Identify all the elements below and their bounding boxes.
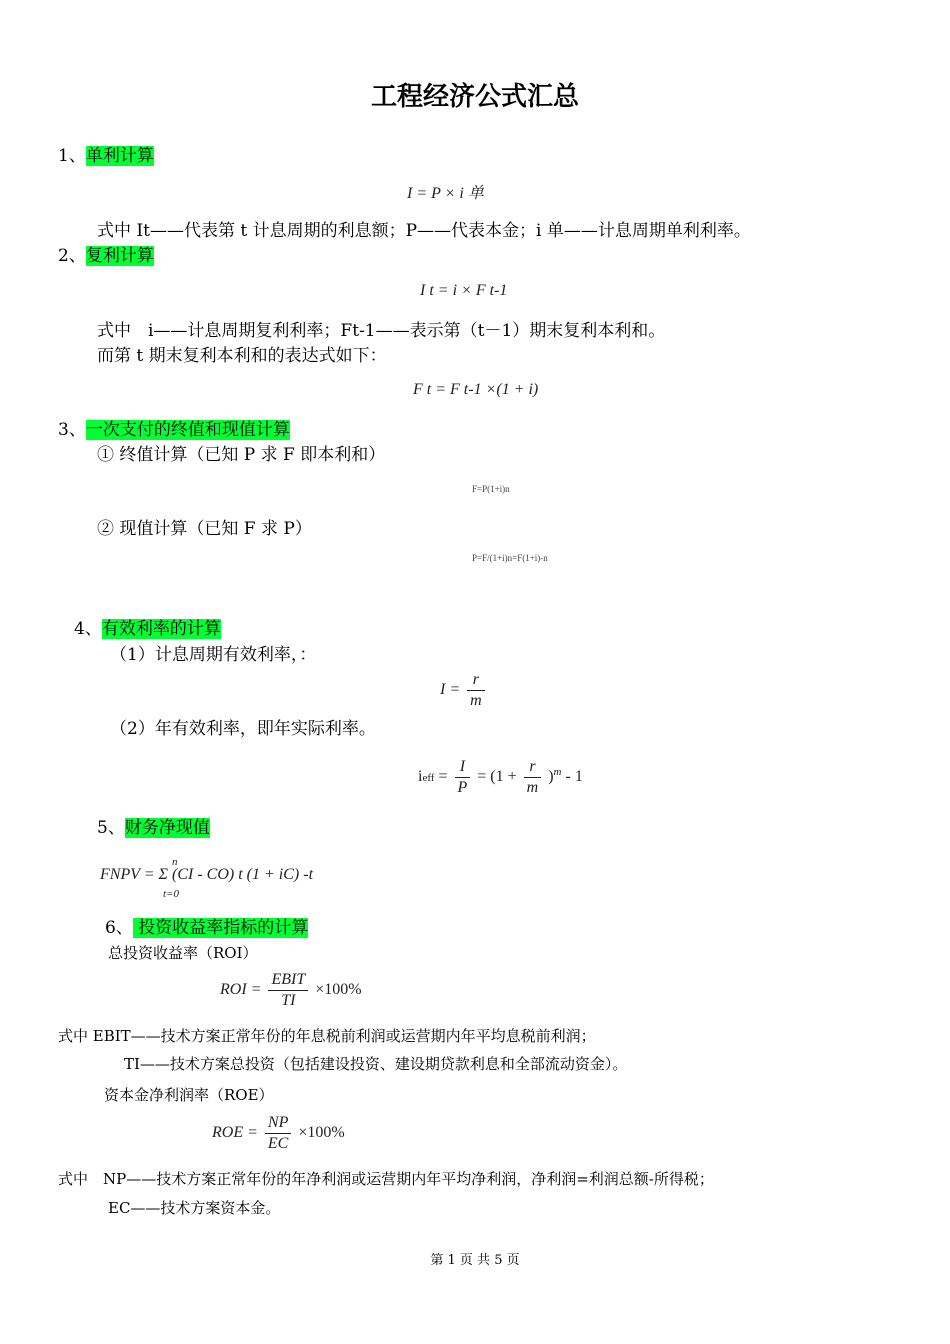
section-3-heading: 3、一次支付的终值和现值计算 [58, 420, 290, 440]
formula-fnpv-sum-top: n [172, 856, 178, 868]
formula-simple-interest: I = P × i 单 [407, 185, 484, 202]
formula-annual-effective-rate: ieff = $\frac{I}{P}$ = (1 + $\frac{r}{m}$ )$^m$ - 1 [418, 758, 583, 796]
roi-description-2: TI——技术方案总投资（包括建设投资、建设期贷款利息和全部流动资金）。 [124, 1055, 628, 1073]
roi-label: 总投资收益率（ROI） [108, 944, 258, 962]
formula-present-value: P=F/(1+i)n=F(1+i)-n [472, 553, 548, 563]
section-4-title: 有效利率的计算 [101, 619, 221, 639]
section-2-description-1: 式中 i——计息周期复利利率；Ft-1——表示第（t－1）期末复利本利和。 [97, 321, 666, 341]
formula-fnpv-sum-bottom: t=0 [163, 888, 179, 900]
page-title: 工程经济公式汇总 [370, 82, 579, 112]
section-4-sub-1: （1）计息周期有效利率，： [110, 645, 317, 665]
section-6-title: 投资收益率指标的计算 [132, 918, 309, 938]
section-1-description: 式中 It——代表第 t 计息周期的利息额；P——代表本金；i 单——计息周期单利利率。 [97, 221, 751, 241]
section-2-description-2: 而第 t 期末复利本利和的表达式如下： [97, 346, 387, 366]
section-1-heading: 1、单利计算 [58, 146, 154, 166]
formula-fnpv: FNPV = Σ (CI - CO) t (1 + iC) -t [100, 866, 314, 883]
roe-description-1: 式中 NP——技术方案正常年份的年净利润或运营期内年平均净利润，净利润=利润总额-所得税； [58, 1170, 714, 1188]
roe-label: 资本金净利润率（ROE） [104, 1086, 274, 1104]
roe-description-2: EC——技术方案资本金。 [108, 1199, 281, 1217]
roi-description-1: 式中 EBIT——技术方案正常年份的年息税前利润或运营期内年平均息税前利润； [58, 1027, 596, 1045]
section-3-title: 一次支付的终值和现值计算 [85, 420, 290, 440]
page-footer: 第 1 页 共 5 页 [430, 1253, 520, 1268]
section-5-heading: 5、财务净现值 [97, 818, 210, 838]
section-3-sub-2: ② 现值计算（已知 F 求 P） [97, 519, 312, 539]
formula-future-value: F=P(1+i)n [472, 484, 510, 494]
section-6-heading: 6、 投资收益率指标的计算 [105, 918, 309, 938]
formula-roi: ROI = $\frac{\text{EBIT}}{TI}$ ×100% [220, 971, 362, 1009]
formula-compound-interest: I t = i × F t-1 [420, 282, 508, 299]
section-1-title: 单利计算 [85, 146, 154, 166]
section-5-title: 财务净现值 [124, 818, 210, 838]
section-2-heading: 2、复利计算 [58, 246, 154, 266]
section-2-title: 复利计算 [85, 246, 154, 266]
section-4-sub-2: （2）年有效利率，即年实际利率。 [110, 719, 376, 739]
section-3-sub-1: ① 终值计算（已知 P 求 F 即本利和） [97, 445, 386, 465]
formula-period-rate: I = $\frac{r}{m}$ [440, 670, 488, 711]
formula-roe: ROE = $\frac{NP}{EC}$ ×100% [212, 1114, 345, 1152]
formula-compound-sum: F t = F t-1 ×(1 + i) [413, 381, 539, 398]
section-4-heading: 4、有效利率的计算 [74, 619, 221, 639]
